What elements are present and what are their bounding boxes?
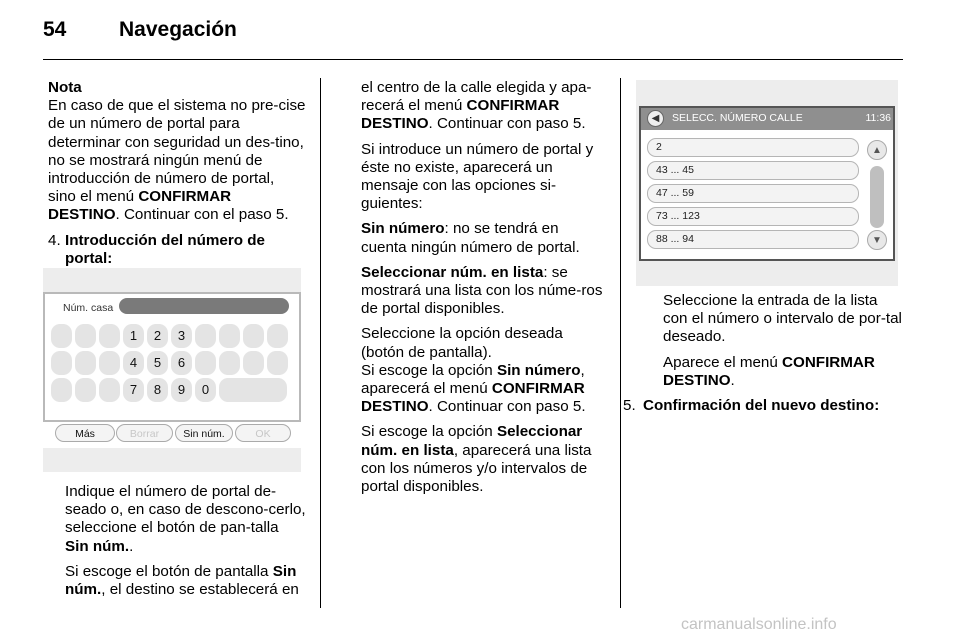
paragraph <box>361 79 604 134</box>
letter-key[interactable] <box>195 351 216 375</box>
note-text: En caso de que el sistema no pre-cise de un número de portal para determinar con seguridad un des-tino, no se mostrará ningún menú de introducción de número de portal, sino el menú <box>48 97 306 206</box>
list-item[interactable]: 43 ... 45 <box>647 161 859 180</box>
letter-key[interactable] <box>195 324 216 348</box>
page-number: 54 <box>43 18 67 41</box>
menu-name: CONFIRMAR DESTINO <box>663 353 875 389</box>
button-name: Sin núm. <box>65 562 297 599</box>
list-item[interactable]: 73 ... 123 <box>647 207 859 226</box>
page-header <box>43 18 237 42</box>
paragraph <box>663 354 904 390</box>
option-name: Seleccionar núm. en lista <box>361 263 544 281</box>
paragraph <box>65 483 306 556</box>
note-title: Nota <box>48 79 82 96</box>
screen-title: SELECC. NÚMERO CALLE <box>672 112 803 124</box>
delete-button[interactable]: Borrar <box>116 424 173 442</box>
page-title: Navegación <box>119 18 237 41</box>
street-number-frame <box>639 106 895 261</box>
digit-key[interactable]: 4 <box>123 351 144 375</box>
column-1-lower <box>48 483 306 606</box>
letter-key[interactable] <box>267 351 288 375</box>
house-number-screen <box>43 268 301 472</box>
text: , aparecerá una lista con los números y/o intervalos de portal disponibles. <box>361 441 592 496</box>
paragraph <box>361 220 604 256</box>
paragraph <box>361 423 604 496</box>
step-4 <box>48 232 306 268</box>
list-item[interactable]: 2 <box>647 138 859 157</box>
letter-key[interactable] <box>51 324 72 348</box>
letter-key[interactable] <box>99 324 120 348</box>
scrollbar-track[interactable] <box>870 166 884 228</box>
step-5-number: 5. <box>623 397 636 415</box>
paragraph <box>361 264 604 319</box>
digit-key[interactable]: 1 <box>123 324 144 348</box>
text: . Continuar con paso 5. <box>428 398 586 416</box>
paragraph: Seleccione la entrada de la lista con el número o intervalo de por-tal deseado. <box>663 292 902 346</box>
note-text-end: . Continuar con el paso 5. <box>115 206 289 224</box>
text: Si escoge la opción <box>361 361 497 379</box>
text: Si escoge la opción <box>361 423 497 441</box>
digit-key[interactable]: 3 <box>171 324 192 348</box>
paragraph <box>65 563 306 599</box>
digit-key[interactable]: 9 <box>171 378 192 402</box>
letter-key[interactable] <box>99 378 120 402</box>
letter-key[interactable] <box>267 324 288 348</box>
column-divider <box>620 78 621 608</box>
list-item[interactable]: 88 ... 94 <box>647 230 859 249</box>
clock: 11:36 <box>865 112 891 124</box>
house-number-label: Núm. casa <box>63 302 114 314</box>
list-item[interactable]: 47 ... 59 <box>647 184 859 203</box>
ok-button[interactable]: OK <box>235 424 291 442</box>
text: Aparece el menú <box>663 353 783 371</box>
digit-key[interactable]: 7 <box>123 378 144 402</box>
menu-name: CONFIRMAR DESTINO <box>361 380 585 416</box>
option-name: Sin número <box>361 220 445 238</box>
letter-key[interactable] <box>243 351 264 375</box>
digit-key[interactable]: 8 <box>147 378 168 402</box>
header-rule <box>43 59 903 60</box>
paragraph <box>361 362 604 417</box>
letter-key[interactable] <box>51 378 72 402</box>
column-2 <box>361 79 604 503</box>
letter-key[interactable] <box>99 351 120 375</box>
digit-key[interactable]: 6 <box>171 351 192 375</box>
letter-key[interactable] <box>75 351 96 375</box>
paragraph: Si introduce un número de portal y éste no existe, aparecerá un mensaje con las opciones si-guientes: <box>361 140 594 213</box>
text: el centro de la calle elegida y apa-recerá el menú <box>361 79 592 115</box>
text: . Continuar con paso 5. <box>428 115 586 133</box>
no-number-button[interactable]: Sin núm. <box>175 424 233 442</box>
letter-key[interactable] <box>75 324 96 348</box>
scroll-up-icon[interactable]: ▲ <box>867 140 887 160</box>
watermark: carmanualsonline.info <box>681 616 837 633</box>
text: Indique el número de portal de-seado o, en caso de descono-cerlo, seleccione el botón de pan-talla <box>65 483 306 537</box>
note-menu-name: CONFIRMAR DESTINO <box>48 188 232 224</box>
button-name: Sin núm. <box>65 537 130 555</box>
option-name: Seleccionar núm. en lista <box>361 423 583 459</box>
column-divider <box>320 78 321 608</box>
option-name: Sin número <box>496 361 581 379</box>
wide-key[interactable] <box>219 378 287 402</box>
step-4-number: 4. <box>48 231 61 249</box>
text: . <box>129 537 134 555</box>
text: , el destino se establecerá en <box>101 581 299 599</box>
letter-key[interactable] <box>219 351 240 375</box>
step-5 <box>623 397 904 415</box>
menu-name: CONFIRMAR DESTINO <box>361 97 560 133</box>
screen-title-bar <box>641 108 893 130</box>
column-3 <box>623 292 904 421</box>
street-number-screen <box>636 80 898 286</box>
text: . <box>730 371 735 389</box>
text: , aparecerá el menú <box>361 361 585 398</box>
letter-key[interactable] <box>219 324 240 348</box>
column-1 <box>48 79 306 274</box>
step-4-title: Introducción del número de portal: <box>65 231 265 267</box>
digit-key[interactable]: 2 <box>147 324 168 348</box>
letter-key[interactable] <box>75 378 96 402</box>
back-icon[interactable]: ◀ <box>647 110 664 127</box>
text: : se mostrará una lista con los núme-ros de portal disponibles. <box>361 263 603 318</box>
scroll-down-icon[interactable]: ▼ <box>867 230 887 250</box>
house-number-field[interactable] <box>119 298 289 314</box>
text: Si escoge el botón de pantalla <box>65 562 273 580</box>
text: : no se tendrá en cuenta ningún número de portal. <box>361 220 580 256</box>
digit-key[interactable]: 0 <box>195 378 216 402</box>
note <box>48 79 306 225</box>
letter-key[interactable] <box>243 324 264 348</box>
paragraph: Seleccione la opción deseada (botón de pantalla). <box>361 325 563 361</box>
more-button[interactable]: Más <box>55 424 115 442</box>
letter-key[interactable] <box>51 351 72 375</box>
screen-buttons <box>43 422 301 448</box>
step-5-title: Confirmación del nuevo destino: <box>643 397 880 415</box>
digit-key[interactable]: 5 <box>147 351 168 375</box>
